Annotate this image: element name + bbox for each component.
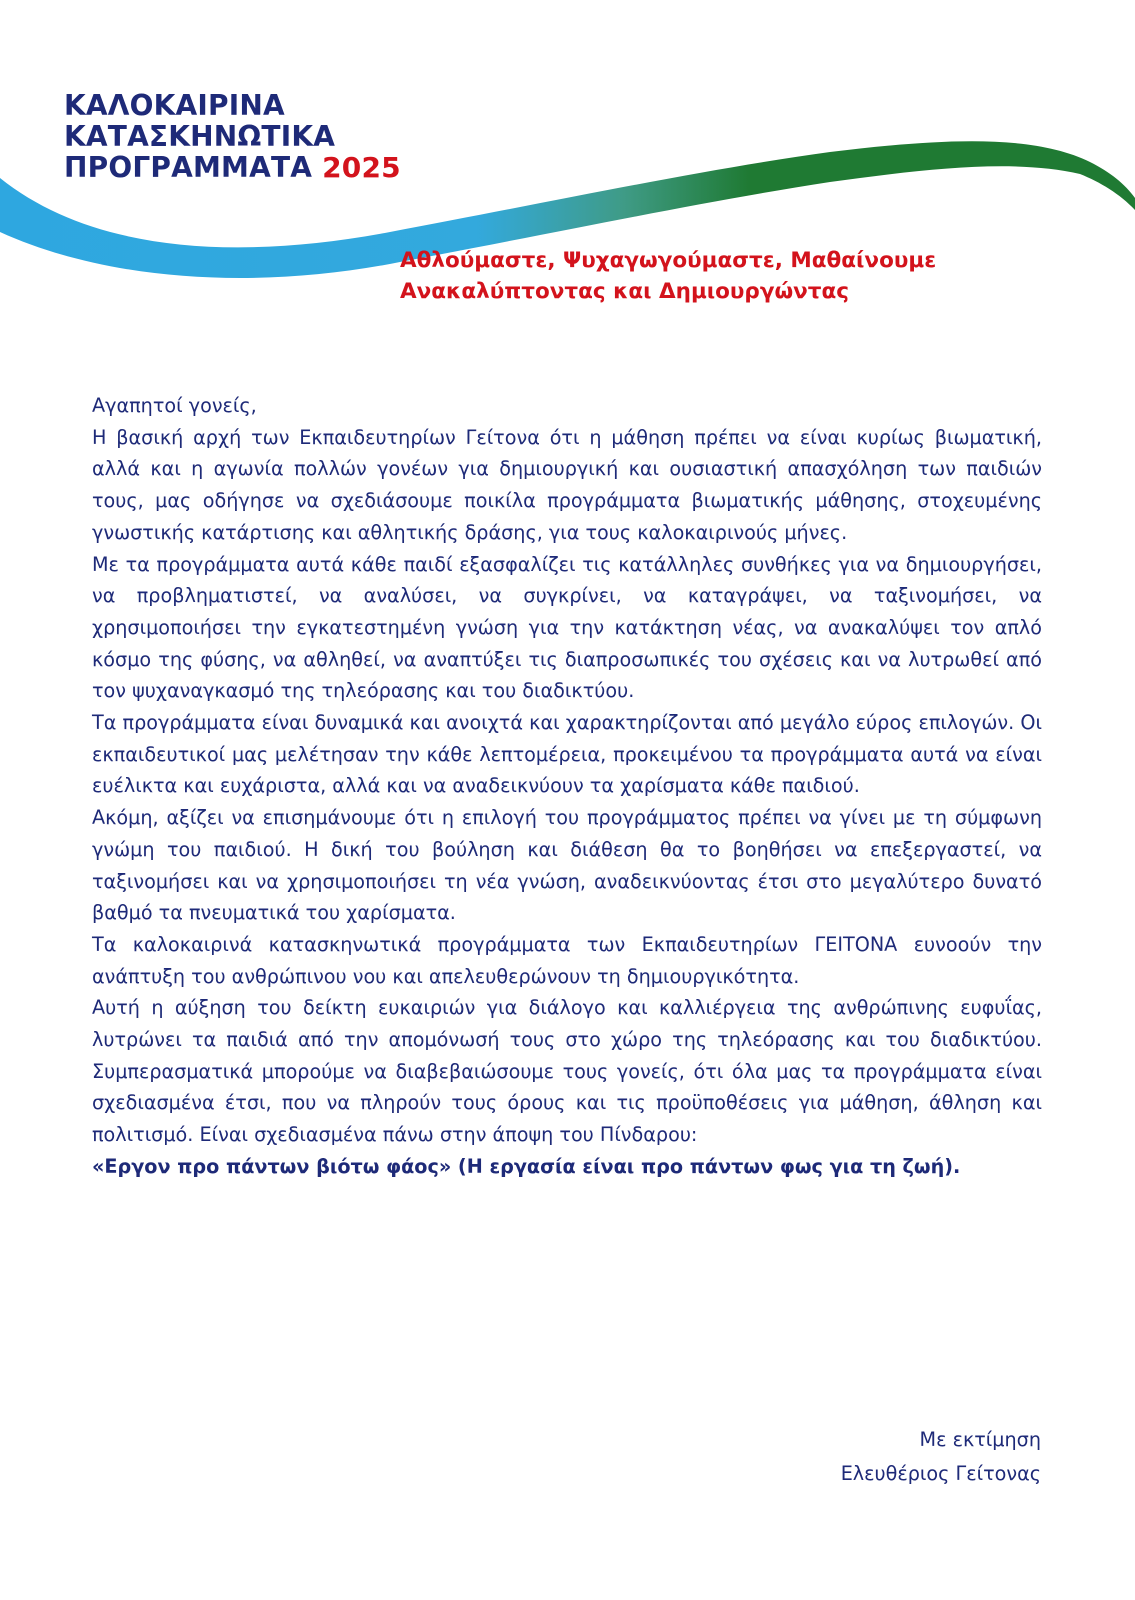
title-line-3-text: ΠΡΟΓΡΑΜΜΑΤΑ — [64, 151, 313, 184]
letter-paragraph-3: Τα προγράμματα είναι δυναμικά και ανοιχτά και χαρακτηρίζονται από μεγάλο εύρος επιλογών. Οι εκπαιδευτικοί μας μελέτησαν την κάθε λεπτομέρεια, προκειμένου τα προγράμματα αυτά να είναι ευέλικτα και ευχάριστα, αλλά και να αναδεικνύουν τα χαρίσματα κάθε παιδιού. — [92, 711, 1042, 798]
signature-block — [841, 1423, 1041, 1491]
slogan-line-1: Αθλούμαστε, Ψυχαγωγούμαστε, Μαθαίνουμε — [400, 248, 937, 273]
letter-paragraph-5: Τα καλοκαιρινά κατασκηνωτικά προγράμματα των Εκπαιδευτηρίων ΓΕΙΤΟΝΑ ευνοούν την ανάπτυξη του ανθρώπινου νου και απελευθερώνουν τη δημιουργικότητα. — [92, 932, 1042, 988]
letter-paragraph-2: Με τα προγράμματα αυτά κάθε παιδί εξασφαλίζει τις κατάλληλες συνθήκες για να δημιουργήσει, να προβληματιστεί, να αναλύσει, να συγκρίνει, να καταγράψει, να ταξινομήσει, να χρησιμοποιήσει την εγκατεστημένη γνώση για την κατάκτηση νέας, να ανακαλύψει τον απλό κόσμο της φύσης, να αθληθεί, να αναπτύξει τις διαπροσωπικές του σχέσεις και να λυτρωθεί από τον ψυχαναγκασμό της τηλεόρασης και του διαδικτύου. — [92, 552, 1042, 703]
letter-paragraph-4: Ακόμη, αξίζει να επισημάνουμε ότι η επιλογή του προγράμματος πρέπει να γίνει με τη σύμφωνη γνώμη του παιδιού. Η δική του βούληση και διάθεση θα το βοηθήσει να επεξεργαστεί, να ταξινομήσει και να χρησιμοποιήσει τη νέα γνώση, αναδεικνύοντας έτσι στο μεγαλύτερο δυνατό βαθμό τα πνευματικά του χαρίσματα. — [92, 806, 1042, 925]
pindar-quote: «Εργον προ πάντων βιότω φάος» (Η εργασία είναι προ πάντων φως για τη ζωή). — [92, 1154, 961, 1178]
letter-greeting: Αγαπητοί γονείς, — [92, 394, 257, 417]
letter-body — [92, 390, 1042, 1183]
letter-paragraph-6: Αυτή η αύξηση του δείκτη ευκαιριών για διάλογο και καλλιέργεια της ανθρώπινης ευφυΐας, λυτρώνει τα παιδιά από την απομόνωσή τους στο χώρο της τηλεόρασης και του διαδικτύου. Συμπερασματικά μπορούμε να διαβεβαιώσουμε τους γονείς, ότι όλα μας τα προγράμματα είναι σχεδιασμένα έτσι, που να πληρούν τους όρους και τις προϋποθέσεις για μάθηση, άθληση και πολιτισμό. Είναι σχεδιασμένα πάνω στην άποψη του Πίνδαρου: — [92, 996, 1042, 1147]
signature-name: Ελευθέριος Γείτονας — [840, 1462, 1041, 1485]
letter-paragraph-1: Η βασική αρχή των Εκπαιδευτηρίων Γείτονα ότι η μάθηση πρέπει να είναι κυρίως βιωματική, αλλά και η αγωνία πολλών γονέων για δημιουργική και ουσιαστική απασχόληση των παιδιών τους, μας οδήγησε να σχεδιάσουμε ποικίλα προγράμματα βιωματικής μάθησης, στοχευμένης γνωστικής κατάρτισης και αθλητικής δράσης, για τους καλοκαιρινούς μήνες. — [92, 425, 1042, 544]
slogan — [400, 245, 1050, 307]
title-line-1: ΚΑΛΟΚΑΙΡΙΝΑ — [64, 89, 285, 122]
signature-closing: Με εκτίμηση — [919, 1428, 1041, 1451]
title-year: 2025 — [322, 151, 401, 184]
program-title — [64, 90, 401, 183]
title-line-2: ΚΑΤΑΣΚΗΝΩΤΙΚΑ — [64, 120, 336, 153]
slogan-line-2: Ανακαλύπτοντας και Δημιουργώντας — [400, 279, 850, 304]
title-line-3 — [64, 152, 401, 183]
